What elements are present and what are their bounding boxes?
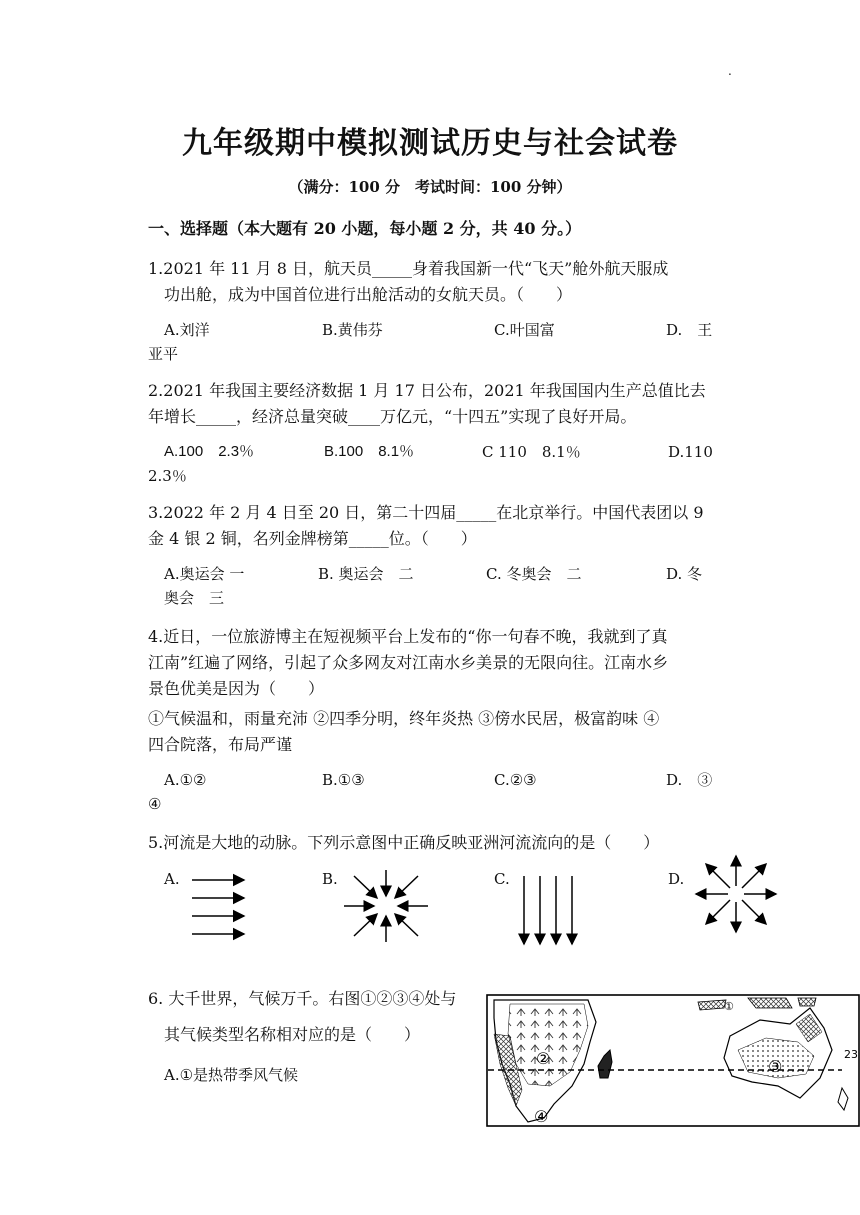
option-c[interactable]: C. 冬奥会 二 (486, 565, 582, 583)
question-4-line-3: 景色优美是因为（ ） (148, 679, 325, 698)
question-4-line-2: 江南”红遍了网络，引起了众多网友对江南水乡美景的无限向往。江南水乡 (148, 653, 669, 672)
question-1-line-2: 功出舱，成为中国首位进行出舱活动的女航天员。（ ） (164, 285, 573, 304)
option-d[interactable]: D.110 (668, 443, 713, 461)
option-a[interactable]: A.①② (164, 771, 207, 789)
option-d-wrap: ④ (148, 795, 162, 813)
question-2-line-1: 2.2021 年我国主要经济数据 1 月 17 日公布，2021 年我国国内生产总值比去 (148, 381, 706, 400)
option-a[interactable]: A. (164, 870, 180, 888)
option-a[interactable]: A.刘洋 (164, 321, 210, 339)
option-c[interactable]: C.叶国富 (494, 321, 555, 339)
statement-line-2: 四合院落，布局严谨 (148, 735, 293, 754)
question-2 (148, 378, 718, 430)
question-1 (148, 256, 718, 308)
question-3 (148, 500, 718, 552)
option-a[interactable]: A.奥运会 一 (164, 565, 245, 583)
island-1 (698, 1000, 726, 1010)
section-heading: 一、选择题（本大题有 20 小题，每小题 2 分，共 40 分。） (148, 219, 582, 238)
statement-line-1: ①气候温和，雨量充沛 ②四季分明，终年炎热 ③傍水民居，极富韵味 ④ (148, 709, 660, 728)
page-title: 九年级期中模拟测试历史与社会试卷 (182, 126, 678, 161)
corner-dot: . (728, 64, 732, 78)
option-a[interactable]: A.①是热带季风气候 (164, 1066, 299, 1084)
question-1-line-1: 1.2021 年 11 月 8 日，航天员_____身着我国新一代“飞天”舱外航天服成 (148, 259, 669, 278)
option-d[interactable]: D. (668, 870, 685, 888)
exam-info: （满分：100 分 考试时间：100 分钟） (288, 178, 572, 196)
option-d-wrap: 2.3％ (148, 467, 187, 485)
question-3-line-2: 金 4 银 2 铜，名列金牌榜第_____位。（ ） (148, 529, 477, 548)
option-b[interactable]: B. (322, 870, 338, 888)
climate-map (486, 994, 860, 1130)
map-label-1: ① (724, 1000, 734, 1013)
option-d-wrap: 亚平 (148, 345, 179, 363)
option-b[interactable]: B.黄伟芬 (322, 321, 383, 339)
island-3 (798, 998, 816, 1006)
question-6-line-2: 其气候类型名称相对应的是（ ） (164, 1025, 421, 1044)
question-3-line-1: 3.2022 年 2 月 4 日至 20 日，第二十四届_____在北京举行。中国代表团以 9 (148, 503, 704, 522)
question-4-line-1: 4.近日，一位旅游博主在短视频平台上发布的“你一句春不晚，我就到了真 (148, 627, 668, 646)
river-diagram-c (514, 872, 584, 952)
question-5-line-1: 5.河流是大地的动脉。下列示意图中正确反映亚洲河流流向的是（ ） (148, 833, 660, 852)
map-latitude-label: 23 (844, 1048, 858, 1061)
option-b[interactable]: B. 奥运会 二 (318, 565, 414, 583)
map-label-4: ④ (534, 1107, 549, 1126)
island-2 (748, 998, 792, 1008)
question-4 (148, 624, 718, 702)
question-5 (148, 830, 718, 856)
map-label-3: ③ (768, 1057, 783, 1076)
option-a[interactable]: A.100 2.3％ (164, 443, 255, 460)
river-diagram-a (186, 866, 256, 942)
option-c[interactable]: C.②③ (494, 771, 537, 789)
question-4-statements (148, 706, 718, 758)
option-c[interactable]: C. (494, 870, 510, 888)
map-label-2: ② (536, 1049, 551, 1068)
option-d[interactable]: D. 冬 (666, 565, 703, 583)
option-d[interactable]: D. 王 (666, 321, 713, 339)
option-c[interactable]: C 110 8.1％ (482, 443, 581, 461)
question-6-line-1: 6. 大千世界，气候万千。右图①②③④处与 (148, 989, 457, 1008)
question-2-line-2: 年增长_____，经济总量突破____万亿元，“十四五”实现了良好开局。 (148, 407, 637, 426)
option-d-wrap: 奥会 三 (164, 589, 225, 607)
option-b[interactable]: B.①③ (322, 771, 365, 789)
option-d[interactable]: D. ③ (666, 771, 713, 789)
river-diagram-b (340, 866, 432, 946)
river-diagram-d (690, 852, 782, 936)
option-b[interactable]: B.100 8.1％ (324, 443, 415, 460)
